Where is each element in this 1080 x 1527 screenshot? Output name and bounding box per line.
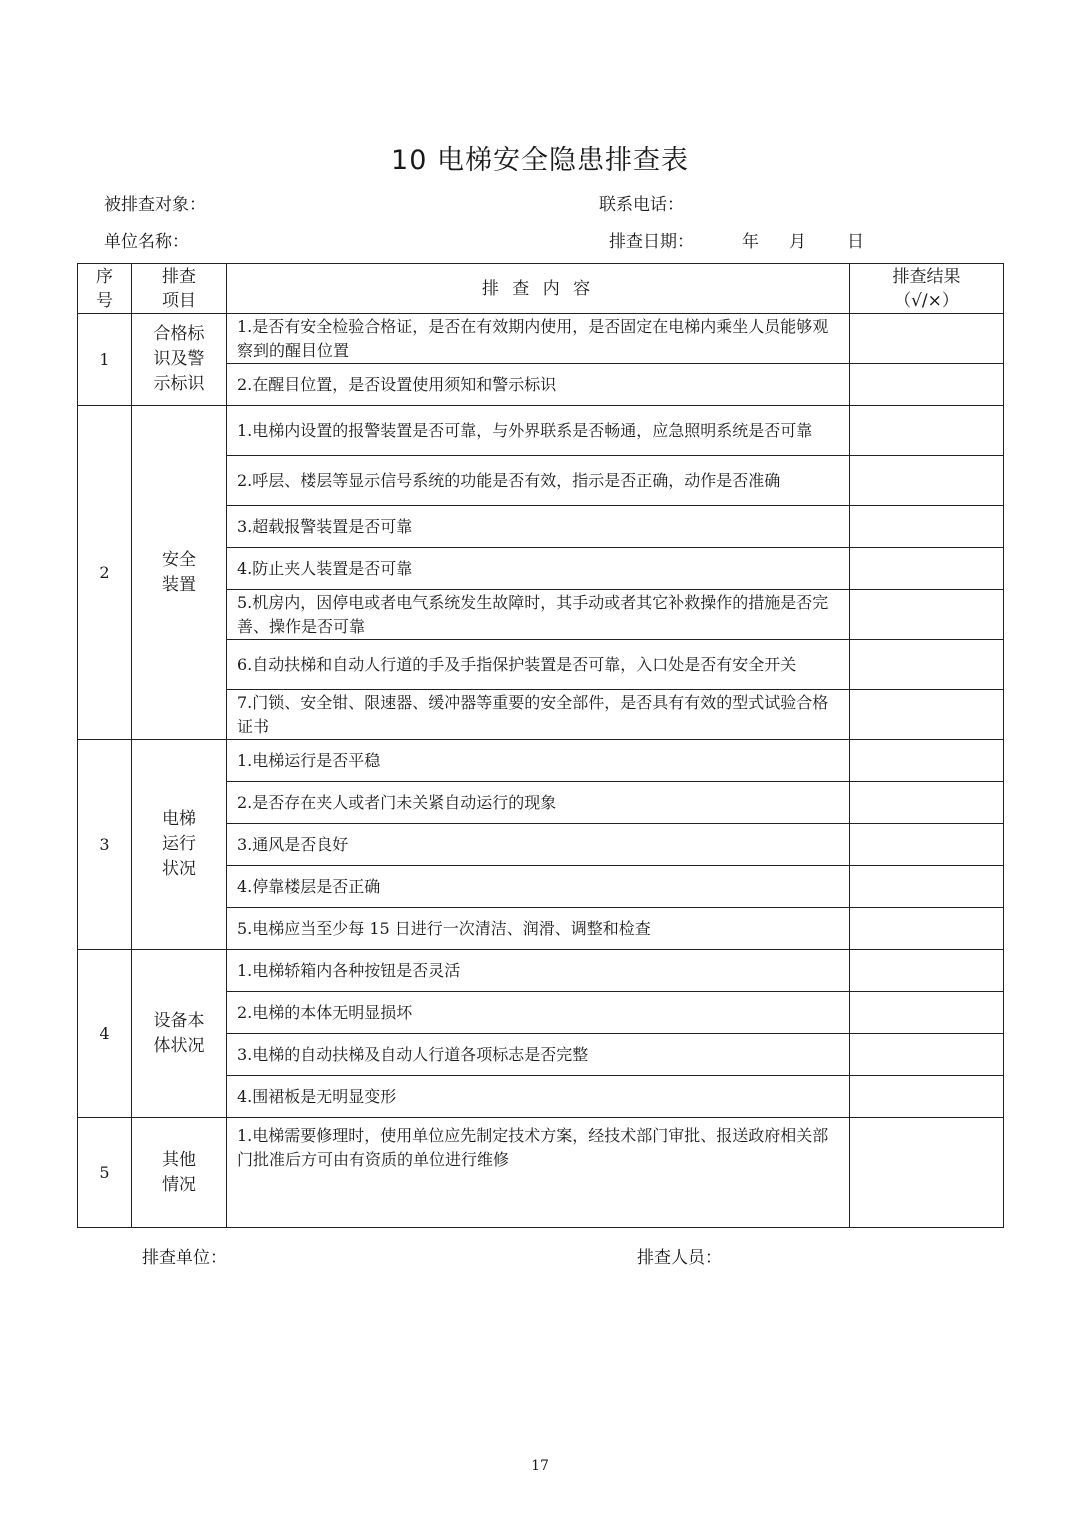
category-line: 状况: [162, 859, 196, 879]
group-1-category: [132, 314, 227, 406]
group-2-category: [132, 406, 227, 740]
inspection-table: [77, 263, 1004, 1228]
date-year: 年: [742, 232, 759, 252]
check-item: 4.停靠楼层是否正确: [227, 866, 850, 908]
table-row: [78, 406, 1004, 456]
check-item: 3.电梯的自动扶梯及自动人行道各项标志是否完整: [227, 1034, 850, 1076]
category-line: 其他: [162, 1149, 196, 1170]
category-line: 合格标: [153, 324, 205, 344]
check-item: 6.自动扶梯和自动人行道的手及手指保护装置是否可靠，入口处是否有安全开关: [227, 640, 850, 690]
header-item-line2: 项目: [162, 290, 196, 311]
page-number: 17: [531, 1458, 549, 1474]
table-row: [78, 1118, 1004, 1228]
result-cell[interactable]: [850, 866, 1004, 908]
result-cell[interactable]: [850, 908, 1004, 950]
category-line: 体状况: [153, 1035, 205, 1056]
check-item: 4.防止夹人装置是否可靠: [227, 548, 850, 590]
result-cell[interactable]: [850, 740, 1004, 782]
result-cell[interactable]: [850, 406, 1004, 456]
header-item: [132, 264, 227, 314]
date-label: 排查日期：: [609, 232, 694, 252]
result-cell[interactable]: [850, 1076, 1004, 1118]
result-cell[interactable]: [850, 824, 1004, 866]
result-cell[interactable]: [850, 782, 1004, 824]
check-item: 1.电梯运行是否平稳: [227, 740, 850, 782]
page-title: 10 电梯安全隐患排查表: [391, 145, 689, 176]
result-cell[interactable]: [850, 364, 1004, 406]
result-cell[interactable]: [850, 548, 1004, 590]
category-line: 装置: [162, 574, 196, 595]
table-row: [78, 740, 1004, 782]
check-item: 4.围裙板是无明显变形: [227, 1076, 850, 1118]
table-row: [78, 950, 1004, 992]
group-5-category: [132, 1118, 227, 1228]
category-line: 示标识: [153, 374, 205, 394]
check-item: 1.电梯内设置的报警装置是否可靠，与外界联系是否畅通，应急照明系统是否可靠: [227, 406, 850, 456]
result-cell[interactable]: [850, 690, 1004, 740]
group-4-seq: 4: [78, 950, 132, 1118]
footer-staff-label: 排查人员：: [637, 1248, 722, 1268]
category-line: 识及警: [153, 349, 205, 369]
result-cell[interactable]: [850, 590, 1004, 640]
category-line: 设备本: [153, 1010, 205, 1031]
result-cell[interactable]: [850, 506, 1004, 548]
result-cell[interactable]: [850, 950, 1004, 992]
check-item: 3.超载报警装置是否可靠: [227, 506, 850, 548]
group-1-seq: 1: [78, 314, 132, 406]
result-cell[interactable]: [850, 456, 1004, 506]
header-seq-line2: 号: [96, 290, 113, 311]
unit-label: 单位名称：: [104, 232, 189, 252]
check-item: 1.电梯轿箱内各种按钮是否灵活: [227, 950, 850, 992]
group-2-seq: 2: [78, 406, 132, 740]
group-3-seq: 3: [78, 740, 132, 950]
check-item: 2.电梯的本体无明显损坏: [227, 992, 850, 1034]
category-line: 安全: [162, 549, 196, 570]
result-cell[interactable]: [850, 992, 1004, 1034]
header-result-line2: （√/×）: [894, 290, 959, 311]
header-seq-line1: 序: [96, 266, 113, 287]
check-item: 5.电梯应当至少每 15 日进行一次清洁、润滑、调整和检查: [227, 908, 850, 950]
date-day: 日: [847, 232, 864, 252]
check-item: 1.是否有安全检验合格证，是否在有效期内使用，是否固定在电梯内乘坐人员能够观察到的醒目位置: [227, 314, 850, 364]
group-5-seq: 5: [78, 1118, 132, 1228]
result-cell[interactable]: [850, 640, 1004, 690]
header-row: [78, 264, 1004, 314]
result-cell[interactable]: [850, 1118, 1004, 1228]
header-item-line1: 排查: [162, 266, 196, 287]
result-cell[interactable]: [850, 314, 1004, 364]
check-item: 2.在醒目位置，是否设置使用须知和警示标识: [227, 364, 850, 406]
date-month: 月: [789, 232, 806, 252]
check-item: 2.是否存在夹人或者门未关紧自动运行的现象: [227, 782, 850, 824]
check-item: 3.通风是否良好: [227, 824, 850, 866]
category-line: 情况: [162, 1174, 196, 1195]
header-result-line1: 排查结果: [892, 266, 961, 287]
footer-unit-label: 排查单位：: [142, 1248, 227, 1268]
check-item: 7.门锁、安全钳、限速器、缓冲器等重要的安全部件，是否具有有效的型式试验合格证书: [227, 690, 850, 740]
check-item: 1.电梯需要修理时，使用单位应先制定技术方案，经技术部门审批、报送政府相关部门批准后方可由有资质的单位进行维修: [227, 1118, 850, 1228]
phone-label: 联系电话：: [599, 195, 684, 215]
header-seq: [78, 264, 132, 314]
check-item: 5.机房内，因停电或者电气系统发生故障时，其手动或者其它补救操作的措施是否完善、操作是否可靠: [227, 590, 850, 640]
header-content: 排 查 内 容: [227, 264, 850, 314]
header-result: [850, 264, 1004, 314]
check-item: 2.呼层、楼层等显示信号系统的功能是否有效，指示是否正确，动作是否准确: [227, 456, 850, 506]
target-label: 被排查对象：: [104, 195, 206, 215]
category-line: 运行: [162, 834, 196, 854]
result-cell[interactable]: [850, 1034, 1004, 1076]
category-line: 电梯: [162, 809, 196, 829]
group-3-category: [132, 740, 227, 950]
group-4-category: [132, 950, 227, 1118]
table-row: [78, 314, 1004, 364]
